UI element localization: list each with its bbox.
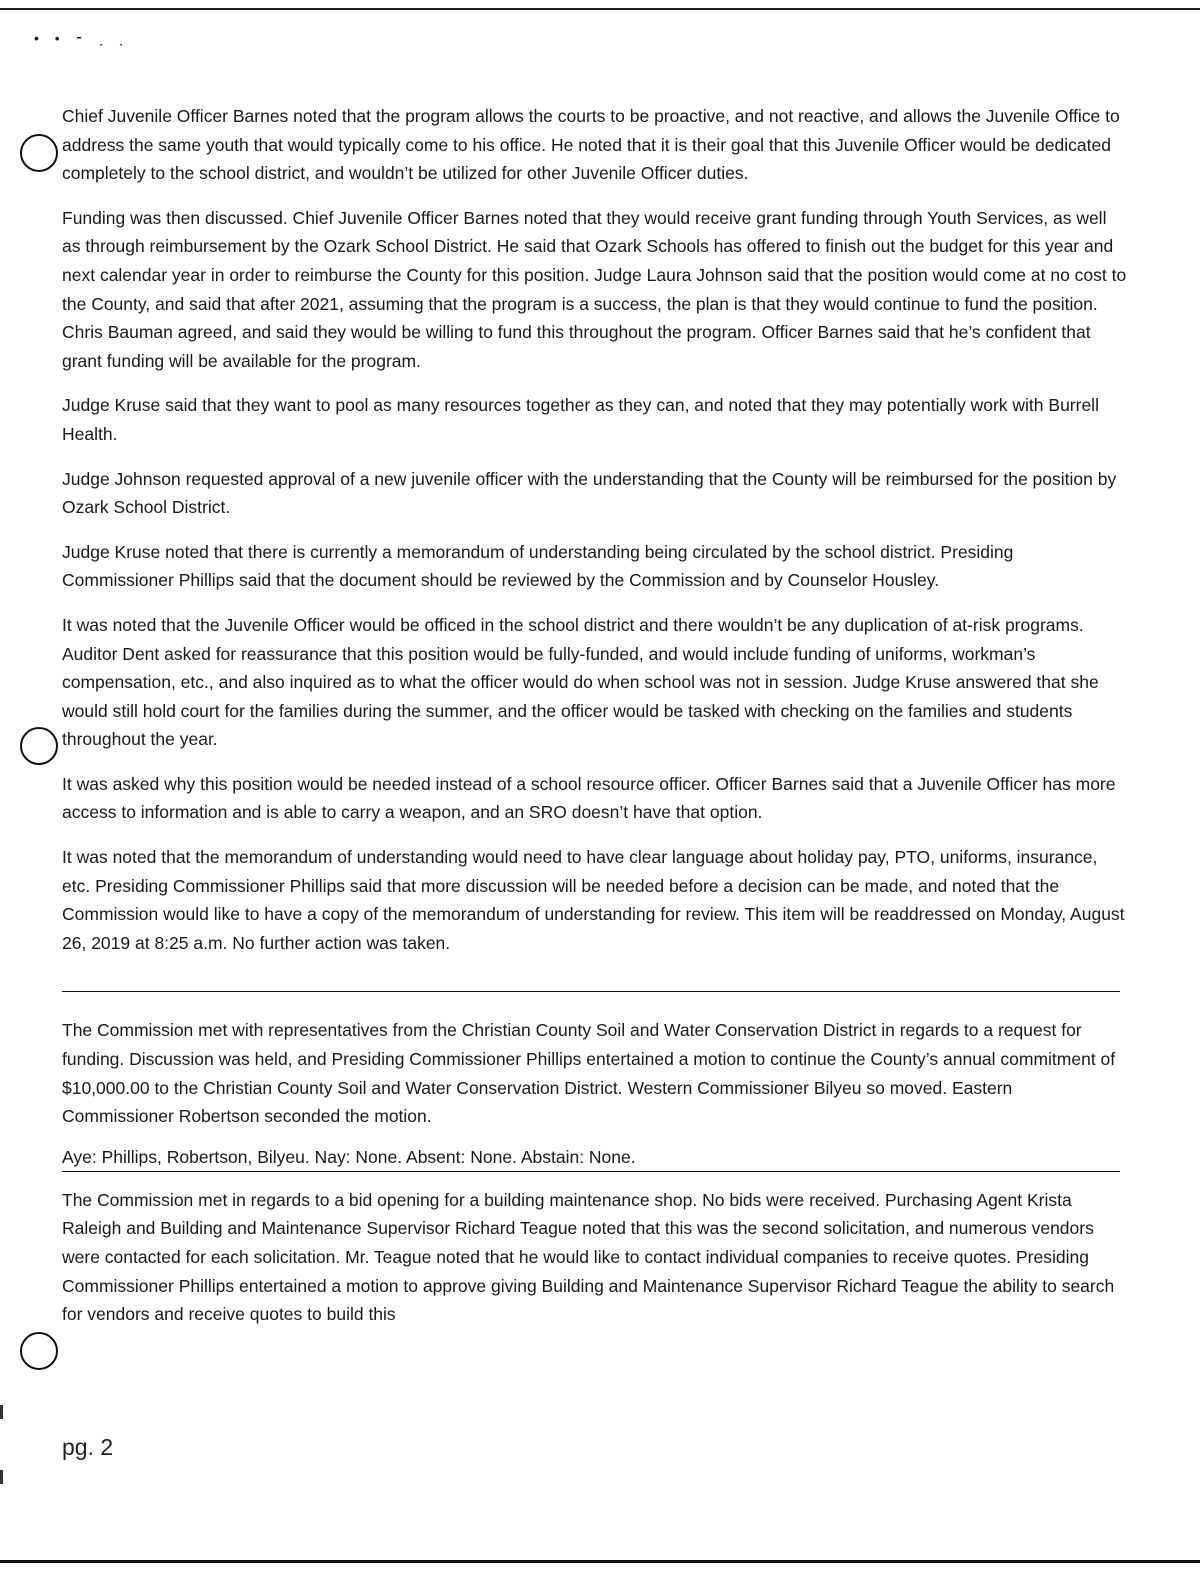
section-divider: [62, 1171, 1120, 1172]
punch-hole-middle: [20, 727, 58, 765]
document-body: [62, 102, 1128, 1345]
paragraph: Judge Johnson requested approval of a new juvenile officer with the understanding that the County will be reimbursed for the position by Ozark School District.: [62, 468, 1117, 518]
paragraph: Chief Juvenile Officer Barnes noted that the program allows the courts to be proactive, and not reactive, and allows the Juvenile Office to address the same youth that would typically come to his office. He noted that it is their goal that this Juvenile Officer would be dedicated completely to the school district, and wouldn’t be utilized for other Juvenile Officer duties.: [62, 106, 1120, 184]
section-divider: [62, 991, 1120, 992]
paragraph: Funding was then discussed. Chief Juvenile Officer Barnes noted that they would receive grant funding through Youth Services, as well as through reimbursement by the Ozark School District. He said that Ozark Schools has offered to finish out the budget for this year and next calendar year in order to reimburse the County for this position. Judge Laura Johnson said that the position would come at no cost to the County, and said that after 2021, assuming that the program is a success, the plan is that they would continue to fund the position. Chris Bauman agreed, and said they would be willing to fund this throughout the program. Officer Barnes said that he’s confident that grant funding will be available for the program.: [62, 207, 1127, 371]
paragraph: It was asked why this position would be needed instead of a school resource officer. Officer Barnes said that a Juvenile Officer has more access to information and is able to carry a weapon, and an SRO doesn’t have that option.: [62, 773, 1116, 823]
bid-opening-paragraph: The Commission met in regards to a bid opening for a building maintenance shop. No bids were received. Purchasing Agent Krista Raleigh and Building and Maintenance Supervisor Richard Teague noted that this was the second solicitation, and numerous vendors were contacted for each solicitation. Mr. Teague noted that he would like to contact individual companies to receive quotes. Presiding Commissioner Phillips entertained a motion to approve giving Building and Maintenance Supervisor Richard Teague the ability to search for vendors and receive quotes to build this: [62, 1189, 1115, 1325]
scan-edge-mark: [0, 1470, 3, 1484]
punch-hole-top: [20, 134, 58, 172]
top-page-border: [0, 8, 1200, 10]
scan-edge-mark: [0, 1405, 3, 1419]
page-number: pg. 2: [62, 1434, 114, 1460]
vote-record: Aye: Phillips, Robertson, Bilyeu. Nay: None. Absent: None. Abstain: None.: [62, 1146, 636, 1167]
scan-artifact-marks: • • ⁃ ˏ ˎ: [34, 30, 130, 46]
paragraph: It was noted that the Juvenile Officer would be officed in the school district and there wouldn’t be any duplication of at-risk programs. Auditor Dent asked for reassurance that this position would be fully-funded, and would include funding of uniforms, workman’s compensation, etc., and also inquired as to what the officer would do when school was not in session. Judge Kruse answered that she would still hold court for the families during the summer, and the officer would be tasked with checking on the families and students throughout the year.: [62, 614, 1099, 750]
soil-water-paragraph: The Commission met with representatives from the Christian County Soil and Water Conservation District in regards to a request for funding. Discussion was held, and Presiding Commissioner Phillips entertained a motion to continue the County’s annual commitment of $10,000.00 to the Christian County Soil and Water Conservation District. Western Commissioner Bilyeu so moved. Eastern Commissioner Robertson seconded the motion.: [62, 1020, 1116, 1127]
bottom-page-border: [0, 1560, 1200, 1563]
paragraph: It was noted that the memorandum of understanding would need to have clear language about holiday pay, PTO, uniforms, insurance, etc. Presiding Commissioner Phillips said that more discussion will be needed before a decision can be made, and noted that the Commission would like to have a copy of the memorandum of understanding for review. This item will be readdressed on Monday, August 26, 2019 at 8:25 a.m. No further action was taken.: [62, 847, 1125, 953]
paragraph: Judge Kruse said that they want to pool as many resources together as they can, and noted that they may potentially work with Burrell Health.: [62, 395, 1099, 444]
paragraph: Judge Kruse noted that there is currently a memorandum of understanding being circulated by the school district. Presiding Commissioner Phillips said that the document should be reviewed by the Commission and by Counselor Housley.: [62, 541, 1014, 591]
punch-hole-bottom: [20, 1332, 58, 1370]
